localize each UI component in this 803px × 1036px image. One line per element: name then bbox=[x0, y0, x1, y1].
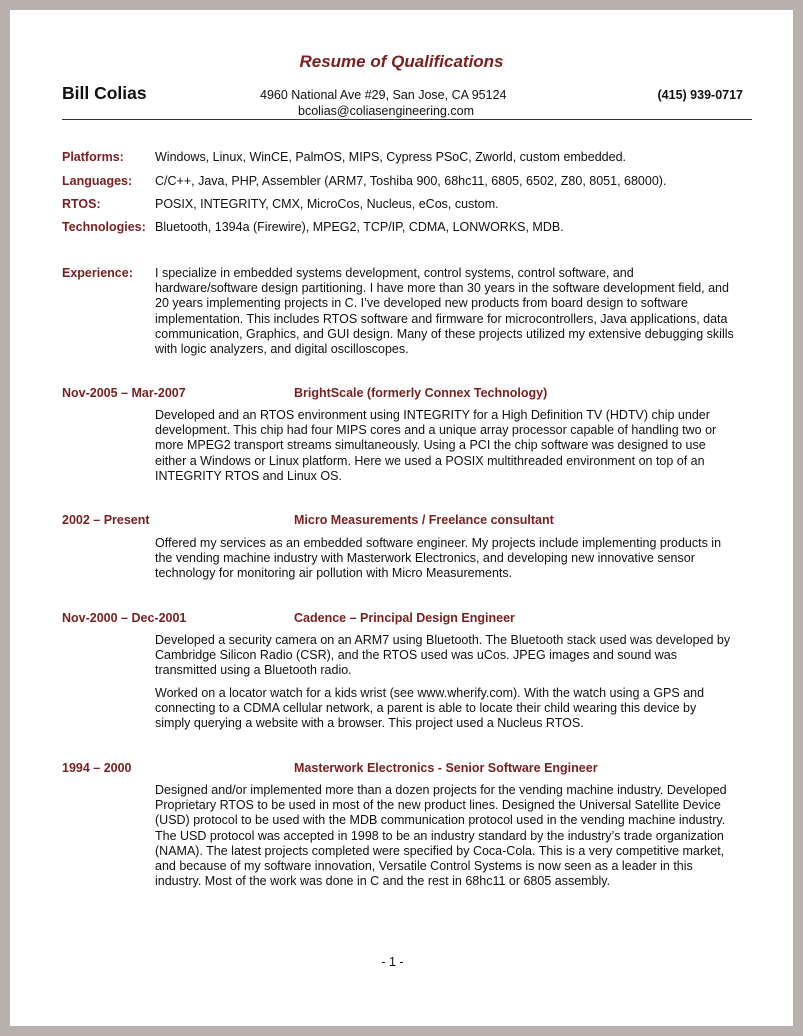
page-number: - 1 - bbox=[381, 955, 404, 969]
job-dates: 2002 – Present bbox=[62, 513, 150, 527]
job-dates: 1994 – 2000 bbox=[62, 761, 132, 775]
job-dates: Nov-2000 – Dec-2001 bbox=[62, 611, 187, 625]
experience-label: Experience: bbox=[62, 266, 133, 280]
phone-number: 939-0717 bbox=[690, 88, 743, 102]
experience-summary: I specialize in embedded systems development, control systems, control software, and hardware/software design partitioning. I have more than 30 years in the software development field, and 20 years implementing projects in C. I’ve developed new products from board design to software implementation. This includes RTOS software and firmware for microcontrollers, Java applications, data communication, Graphics, and GUI design. Many of these projects utilized my extensive debugging skills with logic analyzers, and digital oscilloscopes. bbox=[155, 266, 734, 357]
candidate-phone bbox=[658, 88, 744, 102]
job-description: Developed and an RTOS environment using INTEGRITY for a High Definition TV (HDTV) chip under development. This chip had four MIPS cores and a unique array processor capable of handling two or more MPEG2 transport streams simultaneously. Using a PCI the chip software was designed to use either a Windows or Linux platform. Here we used a POSIX multithreaded environment on top of an INTEGRITY RTOS and Linux OS. bbox=[155, 408, 717, 483]
platforms-label: Platforms: bbox=[62, 150, 124, 164]
languages-value: C/C++, Java, PHP, Assembler (ARM7, Toshiba 900, 68hc11, 6805, 6502, Z80, 8051, 68000). bbox=[155, 174, 667, 188]
candidate-email: bcolias@coliasengineering.com bbox=[298, 104, 474, 118]
technologies-value: Bluetooth, 1394a (Firewire), MPEG2, TCP/IP, CDMA, LONWORKS, MDB. bbox=[155, 220, 564, 234]
job-title: BrightScale (formerly Connex Technology) bbox=[294, 386, 548, 400]
job-dates: Nov-2005 – Mar-2007 bbox=[62, 386, 186, 400]
document-title: Resume of Qualifications bbox=[299, 52, 504, 71]
platforms-value: Windows, Linux, WinCE, PalmOS, MIPS, Cypress PSoC, Zworld, custom embedded. bbox=[155, 150, 626, 164]
header-divider bbox=[62, 119, 752, 120]
rtos-label: RTOS: bbox=[62, 197, 101, 211]
job-description: Developed a security camera on an ARM7 using Bluetooth. The Bluetooth stack used was developed by Cambridge Silicon Radio (CSR), and the RTOS used was uCos. JPEG images and sound was transmitted using a Bluetooth radio. bbox=[155, 633, 731, 678]
candidate-address: 4960 National Ave #29, San Jose, CA 95124 bbox=[260, 88, 507, 102]
phone-area-code: (415) bbox=[657, 88, 687, 102]
job-title: Masterwork Electronics - Senior Software Engineer bbox=[294, 761, 598, 775]
job-description: Offered my services as an embedded software engineer. My projects include implementing products in the vending machine industry with Masterwork Electronics, and developing new innovative sensor technology for monitoring air pollution with Micro Measurements. bbox=[155, 536, 722, 581]
candidate-name: Bill Colias bbox=[62, 83, 147, 103]
job-title: Micro Measurements / Freelance consultant bbox=[294, 513, 554, 527]
languages-label: Languages: bbox=[62, 174, 133, 188]
technologies-label: Technologies: bbox=[62, 220, 146, 234]
rtos-value: POSIX, INTEGRITY, CMX, MicroCos, Nucleus, eCos, custom. bbox=[155, 197, 499, 211]
job-description: Designed and/or implemented more than a dozen projects for the vending machine industry. Developed Proprietary RTOS to be used in most of the new product lines. Designed the Universal Satellite Device (USD) protocol to be used with the MDB communication protocol used in the vending machine industry. The USD protocol was accepted in 1998 to be an industry standard by the industry’s trade organization (NAMA). The latest projects completed were specified by Coca-Cola. This is a very competitive market, and because of my software innovation, Versatile Control Systems is now seen as a leader in this industry. Most of the work was done in C and the rest in 68hc11 or 6805 assembly. bbox=[155, 783, 727, 889]
job-description: Worked on a locator watch for a kids wrist (see www.wherify.com). With the watch using a GPS and connecting to a CDMA cellular network, a parent is able to locate their child wearing this device by simply querying a website with a browser. This project used a Nucleus RTOS. bbox=[155, 686, 705, 731]
resume-page bbox=[10, 10, 793, 1026]
job-title: Cadence – Principal Design Engineer bbox=[294, 611, 515, 625]
